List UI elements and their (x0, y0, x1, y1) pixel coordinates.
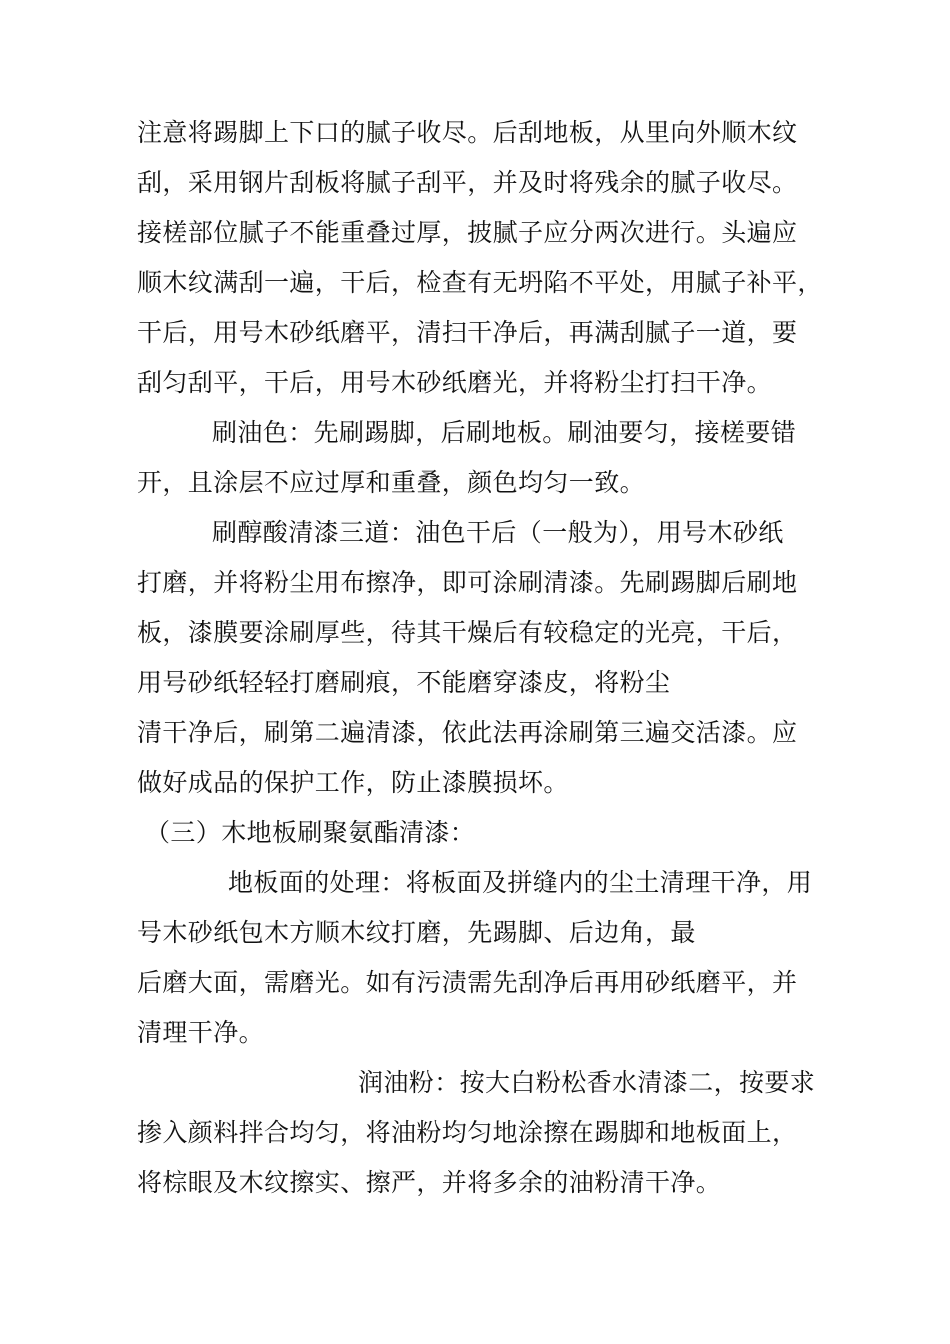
text-line: 打磨，并将粉尘用布擦净，即可涂刷清漆。先刷踢脚后刷地 (137, 568, 798, 597)
text-line: 做好成品的保护工作，防止漆膜损坏。 (137, 768, 569, 797)
text-line: 接槎部位腻子不能重叠过厚，披腻子应分两次进行。头遍应 (137, 218, 798, 247)
text-line: 刮匀刮平，干后，用号木砂纸磨光，并将粉尘打扫干净。 (137, 368, 773, 397)
text-line: 用号砂纸轻轻打磨刷痕，不能磨穿漆皮，将粉尘 (137, 668, 671, 697)
text-line: 开，且涂层不应过厚和重叠，颜色均匀一致。 (137, 468, 646, 497)
section-heading: （三）木地板刷聚氨酯清漆： (145, 818, 476, 847)
text-line: 号木砂纸包木方顺木纹打磨，先踢脚、后边角，最 (137, 918, 696, 947)
text-line: 干后，用号木砂纸磨平，清扫干净后，再满刮腻子一道，要 (137, 318, 798, 347)
text-line: 将棕眼及木纹擦实、擦严，并将多余的油粉清干净。 (137, 1168, 722, 1197)
text-line: 刮，采用钢片刮板将腻子刮平，并及时将残余的腻子收尽。 (137, 168, 798, 197)
text-line: 后磨大面，需磨光。如有污渍需先刮净后再用砂纸磨平，并 (137, 968, 798, 997)
text-line: 清理干净。 (137, 1018, 265, 1047)
paragraph-heading-line: 润油粉：按大白粉松香水清漆二，按要求 (358, 1068, 816, 1097)
text-line: 注意将踢脚上下口的腻子收尽。后刮地板，从里向外顺木纹 (137, 118, 798, 147)
text-line: 顺木纹满刮一遍，干后，检查有无坍陷不平处，用腻子补平， (137, 268, 823, 297)
paragraph-heading-line: 刷醇酸清漆三道：油色干后（一般为），用号木砂纸 (212, 518, 784, 547)
paragraph-heading-line: 刷油色：先刷踢脚，后刷地板。刷油要匀，接槎要错 (212, 418, 797, 447)
text-line: 清干净后，刷第二遍清漆，依此法再涂刷第三遍交活漆。应 (137, 718, 798, 747)
text-line: 掺入颜料拌合均匀，将油粉均匀地涂擦在踢脚和地板面上， (137, 1118, 798, 1147)
paragraph-heading-line: 地板面的处理：将板面及拼缝内的尘土清理干净，用 (228, 868, 813, 897)
text-line: 板，漆膜要涂刷厚些，待其干燥后有较稳定的光亮，干后， (137, 618, 798, 647)
